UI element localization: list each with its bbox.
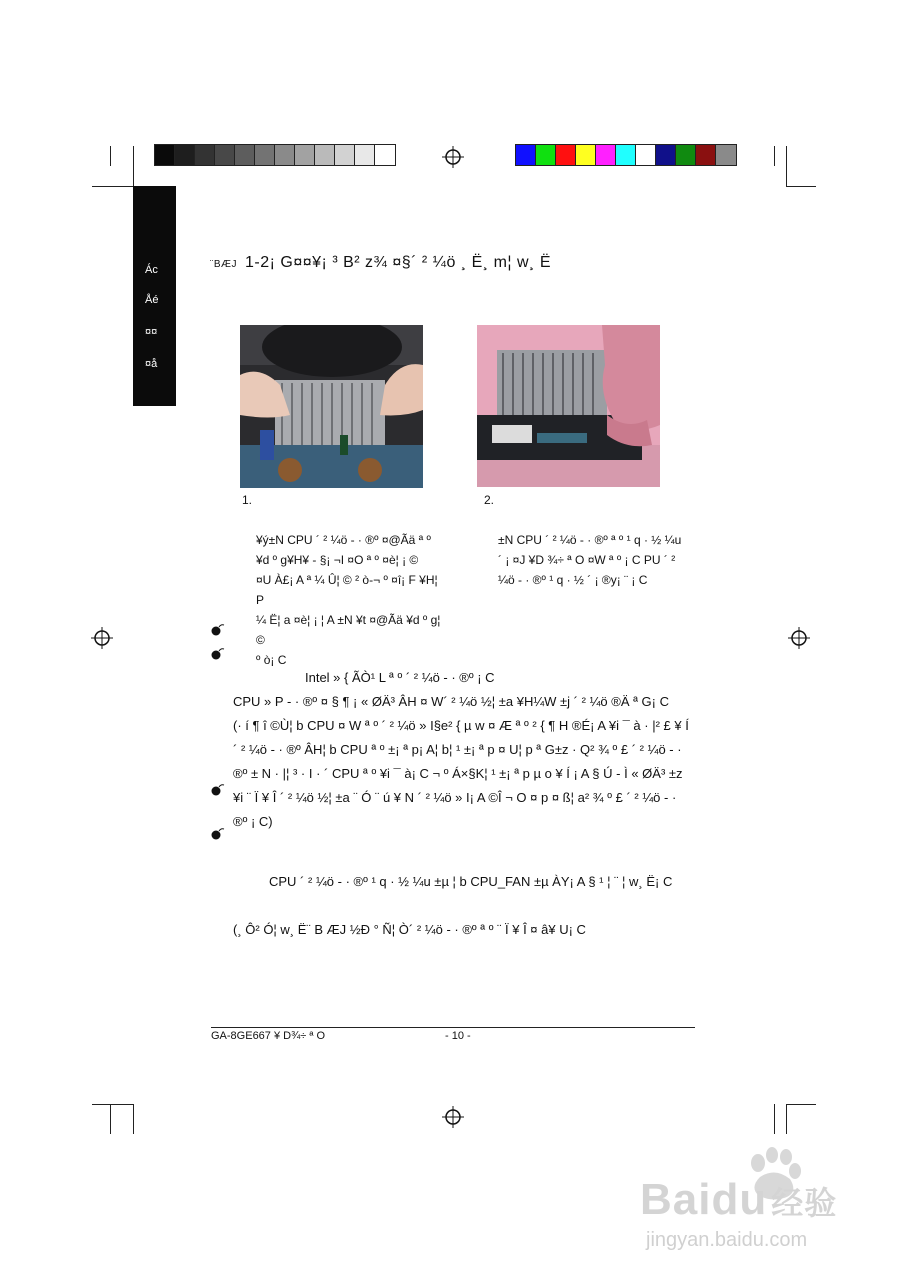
chapter-tab-label: ¤¤	[145, 326, 158, 338]
page-number: - 10 -	[445, 1030, 471, 1042]
color-swatch	[676, 145, 696, 165]
note-item	[213, 822, 703, 966]
chapter-tab-label: Ác	[145, 264, 158, 276]
color-swatch	[215, 145, 235, 165]
section-heading	[210, 254, 551, 272]
chapter-tab	[133, 186, 176, 406]
color-swatch	[576, 145, 596, 165]
color-swatch	[596, 145, 616, 165]
color-swatch	[556, 145, 576, 165]
watermark-brand: Baidu 经验	[640, 1175, 838, 1224]
color-swatch	[335, 145, 355, 165]
color-swatch	[696, 145, 716, 165]
color-swatch	[516, 145, 536, 165]
crop-mark	[110, 146, 111, 166]
color-swatch	[175, 145, 195, 165]
color-swatch	[195, 145, 215, 165]
crop-mark	[110, 1104, 111, 1134]
registration-mark-icon	[442, 1106, 464, 1128]
crop-mark	[786, 186, 816, 187]
note-bullet-icon	[211, 623, 225, 637]
color-swatch	[235, 145, 255, 165]
crop-mark	[786, 146, 787, 186]
crop-mark	[133, 146, 134, 186]
crop-mark	[133, 1104, 134, 1134]
color-swatch	[155, 145, 175, 165]
color-swatch	[656, 145, 676, 165]
note-text: Intel » { ÃÒ¹ L ª º ´ ² ¼ö - · ®º ¡ C	[305, 670, 495, 685]
crop-mark	[786, 1104, 787, 1134]
note-text: (¸ Ô² Ó¦ w¸ Ë¨ B ÆJ ½Ð ° Ñ¦ Ò´ ² ¼ö - · ®º ª º ¨ Ï ¥ Î ¤ â¥ U¡ C	[233, 922, 586, 937]
color-bar	[515, 144, 737, 166]
figure-number: 2.	[484, 493, 495, 507]
crop-mark	[92, 1104, 134, 1105]
figure-caption-2	[484, 490, 684, 610]
color-swatch	[375, 145, 395, 165]
footer-model: GA-8GE667 ¥ D¾÷ ª O	[211, 1030, 326, 1042]
heatsink-install-photo-1	[240, 325, 423, 488]
figure-caption-text: ¥ý±N CPU ´ ² ¼ö - · ®º ¤@Ãä ª º ¥d º g¥H¥ - §¡ ¬I ¤O ª º ¤è¦ ¡ © ¤U À£¡ A ª ¼ Û¦ © ² ò-¬ º ¤î¡ F ¥H¦ P ¼ Ë¦ a ¤è¦ ¡ ¦ A ±N ¥t ¤@Ãä ¥d º g¦ © º ò¡ C	[256, 533, 441, 667]
section-heading-title: 1-2¡ G¤¤¥¡ ³ B² z¾ ¤§´ ² ¼ö ¸ Ë¸ m¦ w¸ Ë	[245, 254, 551, 271]
color-swatch	[275, 145, 295, 165]
chapter-tab-label: Åé	[145, 294, 159, 306]
note-bullet-icon	[211, 647, 225, 661]
footer-rule	[211, 1027, 695, 1028]
figure-caption-text: ±N CPU ´ ² ¼ö - · ®º ª º ¹ q · ½ ¼u ´ ¡ ¤J ¥D ¾÷ ª O ¤W ª º ¡ C PU ´ ² ¼ö - · ®º ¹ q · ½ ´ ¡ ®y¡ ¨ ¡ C	[498, 533, 682, 587]
color-swatch	[636, 145, 656, 165]
registration-mark-icon	[788, 627, 810, 649]
note-text: CPU » P - · ®º ¤ § ¶ ¡ « ØÄ³ ÂH ¤ W´ ² ¼ö ½¦ ±a ¥H¼W ±j ´ ² ¼ö ®Ä ª G¡ C (· í ¶ î ©Ù¦ b CPU ¤ W ª º ´ ² ¼ö » I§e² { µ w ¤ Æ ª º ² { ¶ H ®É¡ A ¥i ¯ à · |² £ ¥ Í ´ ² ¼ö - · ®º ÂH¦ b CPU ª º ±¡ ª p¡ A¦ b¦ ¹ ±¡ ª p ¤ U¦ p ª G±z · Q² ¾ º £ ´ ² ¼ö - · ®º ± N · |¦ ³ · I · ´ CPU ª º ¥i ¯ à¡ C ¬ º Á×§K¦ ¹ ±¡ ª p µ o ¥ Í ¡ A § Ú - Ì « ØÄ³ ±z ¥i ¨ Ï ¥ Î ´ ² ¼ö ½¦ ±a ¨ Ó ¨ ú ¥ N ´ ² ¼ö » I¡ A ©Î ¬ O ¤ p ¤ ß¦ a² ¾ º £ ´ ² ¼ö - · ®º ¡ C)	[233, 694, 689, 829]
heatsink-install-photo-2	[477, 325, 660, 487]
note-text: CPU ´ ² ¼ö - · ®º ¹ q · ½ ¼u ±µ ¦ b CPU_FAN ±µ ÀY¡ A § ¹ ¦ ¨ ¦ w¸ Ë¡ C	[269, 874, 673, 889]
note-bullet-icon	[211, 827, 225, 841]
crop-mark	[774, 146, 775, 166]
crop-mark	[786, 1104, 816, 1105]
color-swatch	[255, 145, 275, 165]
crop-mark	[774, 1104, 775, 1134]
section-heading-prefix: ¨BÆJ	[210, 259, 237, 270]
color-swatch	[616, 145, 636, 165]
color-swatch	[716, 145, 736, 165]
registration-mark-icon	[91, 627, 113, 649]
figure-number: 1.	[242, 493, 253, 507]
color-swatch	[315, 145, 335, 165]
chapter-tab-label: ¤å	[145, 358, 158, 370]
color-swatch	[355, 145, 375, 165]
color-swatch	[295, 145, 315, 165]
registration-mark-icon	[442, 146, 464, 168]
grayscale-bar	[154, 144, 396, 166]
color-swatch	[536, 145, 556, 165]
watermark-url: jingyan.baidu.com	[646, 1229, 808, 1251]
note-bullet-icon	[211, 783, 225, 797]
baidu-jingyan-watermark	[640, 1145, 870, 1265]
crop-mark	[92, 186, 134, 187]
